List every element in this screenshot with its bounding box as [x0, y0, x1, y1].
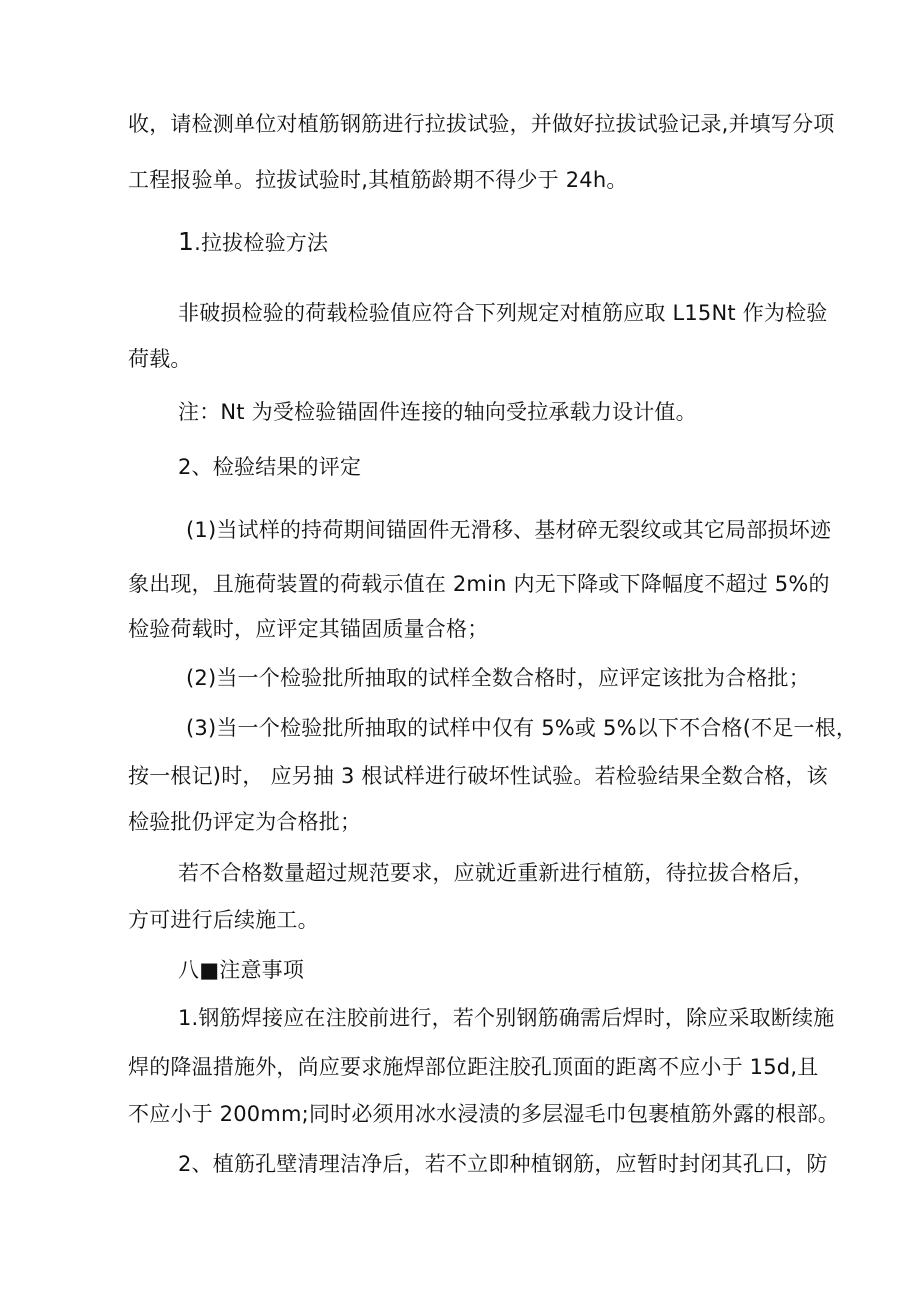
- section2-extra-line-2: 方可进行后续施工。: [128, 908, 319, 932]
- section8-heading: 八■注意事项: [178, 958, 305, 982]
- section1-note: 注：Nt 为受检验锚固件连接的轴向受拉承载力设计值。: [178, 400, 697, 424]
- section1-heading: [178, 227, 328, 258]
- section2-item3-line-1: (3)当一个检验批所抽取的试样中仅有 5%或 5%以下不合格(不足一根，: [186, 716, 858, 740]
- intro-line-1: 收，请检测单位对植筋钢筋进行拉拔试验，并做好拉拔试验记录,并填写分项: [128, 112, 835, 136]
- intro-line-2: 工程报验单。拉拔试验时,其植筋龄期不得少于 24h。: [128, 168, 628, 192]
- section2-extra-line-1: 若不合格数量超过规范要求，应就近重新进行植筋，待拉拔合格后，: [178, 861, 814, 885]
- section8-p1-line-1: 1.钢筋焊接应在注胶前进行，若个别钢筋确需后焊时，除应采取断续施: [178, 1006, 835, 1030]
- section1-heading-number: 1: [178, 227, 195, 256]
- section1-para-line-2: 荷载。: [128, 347, 192, 371]
- section2-item2: (2)当一个检验批所抽取的试样全数合格时，应评定该批为合格批；: [186, 666, 810, 690]
- section8-p1-line-3: 不应小于 200mm;同时必须用冰水浸渍的多层湿毛巾包裹植筋外露的根部。: [128, 1102, 839, 1126]
- section8-p2-line-1: 2、植筋孔壁清理洁净后，若不立即种植钢筋，应暂时封闭其孔口，防: [178, 1152, 828, 1176]
- section2-item3-line-2: 按一根记)时， 应另抽 3 根试样进行破坏性试验。若检验结果全数合格，该: [128, 764, 828, 788]
- section2-item1-line-3: 检验荷载时，应评定其锚固质量合格；: [128, 617, 489, 641]
- section1-heading-text: .拉拔检验方法: [194, 231, 329, 255]
- section2-item1-line-1: (1)当试样的持荷期间锚固件无滑移、基材碎无裂纹或其它局部损坏迹: [186, 518, 832, 542]
- section1-para-line-1: 非破损检验的荷载检验值应符合下列规定对植筋应取 L15Nt 作为检验: [178, 301, 828, 325]
- section2-item1-line-2: 象出现，且施荷装置的荷载示值在 2min 内无下降或下降幅度不超过 5%的: [128, 572, 830, 596]
- section2-item3-line-3: 检验批仍评定为合格批；: [128, 810, 362, 834]
- section2-heading: 2、检验结果的评定: [178, 455, 362, 479]
- section8-p1-line-2: 焊的降温措施外，尚应要求施焊部位距注胶孔顶面的距离不应小于 15d,且: [128, 1055, 819, 1079]
